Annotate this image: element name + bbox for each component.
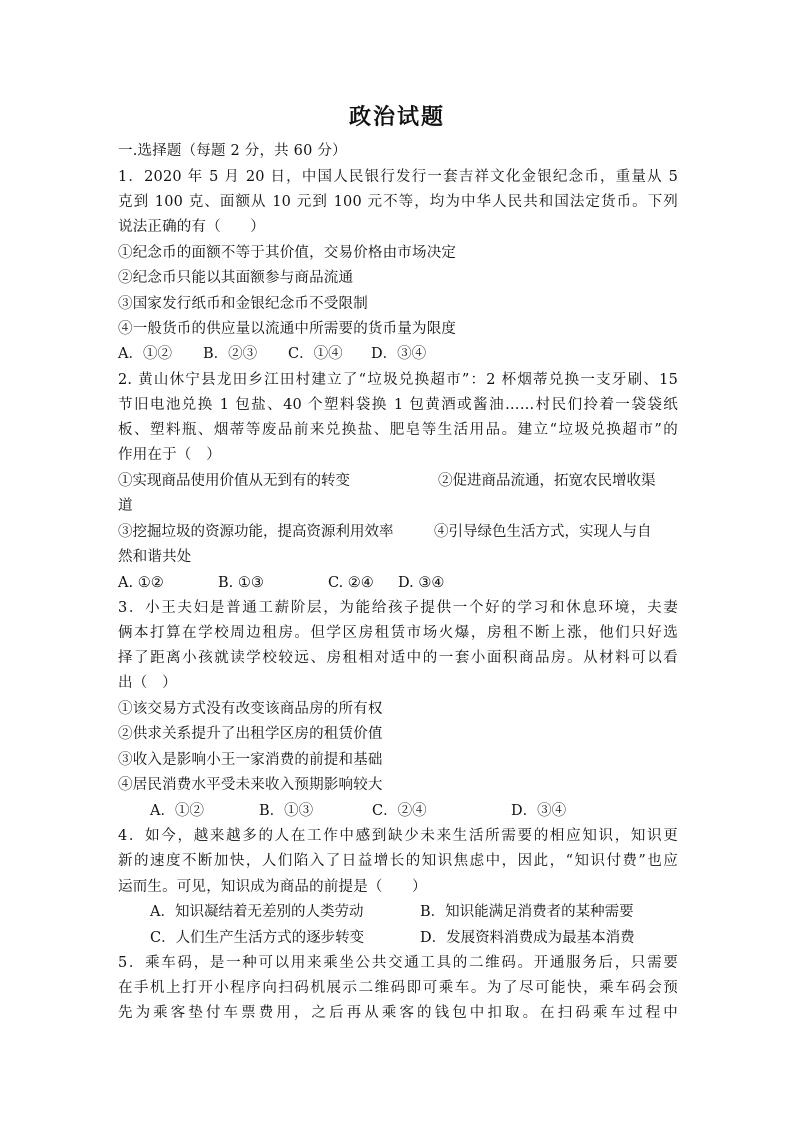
q3-stem-line2: 俩本打算在学校周边租房。但学区房租赁市场火爆，房租不断上涨，他们只好选 bbox=[118, 625, 678, 641]
q1-option-d: D．③④ bbox=[371, 346, 427, 362]
q3-statement-3: ③收入是影响小王一家消费的前提和基础 bbox=[118, 752, 383, 768]
q4-stem-line3: 运而生。可见，知识成为商品的前提是（ ） bbox=[118, 879, 427, 895]
q1-option-a: A．①② bbox=[118, 346, 172, 362]
q4-stem-line2: 新的速度不断加快，人们陷入了日益增长的知识焦虑中，因此，“知识付费”也应 bbox=[118, 853, 678, 869]
q1-stem-line1: 1．2020 年 5 月 20 日，中国人民银行发行一套吉祥文化金银纪念币，重量从 5 bbox=[118, 169, 678, 185]
q4-option-b: B．知识能满足消费者的某种需要 bbox=[420, 904, 634, 920]
q1-option-b: B．②③ bbox=[203, 346, 258, 362]
q2-stem-line4: 作用在于（ ） bbox=[118, 447, 221, 463]
q1-statement-4: ④一般货币的供应量以流通中所需要的货币量为限度 bbox=[118, 321, 457, 337]
q1-statement-2: ②纪念币只能以其面额参与商品流通 bbox=[118, 270, 354, 286]
q3-option-a: A．①② bbox=[150, 803, 204, 819]
q3-option-d: D．③④ bbox=[511, 803, 567, 819]
page-title: 政治试题 bbox=[348, 104, 445, 130]
q5-stem-line3: 先为乘客垫付车票费用，之后再从乘客的钱包中扣取。在扫码乘车过程中 bbox=[118, 1005, 678, 1021]
q1-statement-3: ③国家发行纸币和金银纪念币不受限制 bbox=[118, 296, 368, 312]
q3-option-b: B．①③ bbox=[259, 803, 314, 819]
q2-statement-2: ②促进商品流通，拓宽农民增收渠 bbox=[438, 473, 656, 489]
q2-statement-4: ④引导绿色生活方式，实现人与自 bbox=[434, 524, 652, 540]
q1-stem-line3: 说法正确的有（ ） bbox=[118, 219, 265, 235]
q4-stem-line1: 4．如今，越来越多的人在工作中感到缺少未来生活所需要的相应知识，知识更 bbox=[118, 828, 678, 844]
q2-statement-2-cont: 道 bbox=[118, 498, 133, 514]
q2-stem-line2: 节旧电池兑换 1 包盐、40 个塑料袋换 1 包黄酒或酱油……村民们拎着一袋袋纸 bbox=[118, 397, 678, 413]
q3-stem-line3: 择了距离小孩就读学校较远、房租相对适中的一套小面积商品房。从材料可以看 bbox=[118, 650, 678, 666]
q3-statement-2: ②供求关系提升了出租学区房的租赁价值 bbox=[118, 726, 383, 742]
q4-option-d: D．发展资料消费成为最基本消费 bbox=[420, 930, 635, 946]
q2-stem-line1: 2. 黄山休宁县龙田乡江田村建立了“垃圾兑换超市”：2 杯烟蒂兑换一支牙刷、15 bbox=[118, 372, 678, 388]
q3-statement-1: ①该交易方式没有改变该商品房的所有权 bbox=[118, 701, 383, 717]
q2-option-c: C. ②④ bbox=[328, 575, 374, 591]
q1-stem-line2: 克到 100 克、面额从 10 元到 100 元不等，均为中华人民共和国法定货币。下列 bbox=[118, 194, 678, 210]
q2-option-b: B. ①③ bbox=[218, 575, 264, 591]
q4-option-c: C．人们生产生活方式的逐步转变 bbox=[150, 930, 365, 946]
q3-stem-line1: 3．小王夫妇是普通工薪阶层，为能给孩子提供一个好的学习和休息环境，夫妻 bbox=[118, 600, 678, 616]
section-heading: 一.选择题（每题 2 分，共 60 分） bbox=[118, 143, 347, 159]
q3-statement-4: ④居民消费水平受未来收入预期影响较大 bbox=[118, 777, 383, 793]
q5-stem-line2: 在手机上打开小程序向扫码机展示二维码即可乘车。为了尽可能快，乘车码会预 bbox=[118, 980, 678, 996]
q3-stem-line4: 出（ ） bbox=[118, 675, 177, 691]
q5-stem-line1: 5．乘车码，是一种可以用来乘坐公共交通工具的二维码。开通服务后，只需要 bbox=[118, 955, 678, 971]
q2-stem-line3: 板、塑料瓶、烟蒂等废品前来兑换盐、肥皂等生活用品。建立“垃圾兑换超市”的 bbox=[118, 422, 678, 438]
q4-option-a: A．知识凝结着无差别的人类劳动 bbox=[150, 904, 364, 920]
q1-option-c: C．①④ bbox=[288, 346, 343, 362]
q3-option-c: C．②④ bbox=[372, 803, 427, 819]
q1-statement-1: ①纪念币的面额不等于其价值，交易价格由市场决定 bbox=[118, 245, 457, 261]
q2-statement-1: ①实现商品使用价值从无到有的转变 bbox=[118, 473, 350, 489]
q2-option-d: D. ③④ bbox=[398, 575, 445, 591]
q2-option-a: A. ①② bbox=[118, 575, 164, 591]
q2-statement-4-cont: 然和谐共处 bbox=[118, 549, 192, 565]
q2-statement-3: ③挖掘垃圾的资源功能，提高资源利用效率 bbox=[118, 524, 394, 540]
